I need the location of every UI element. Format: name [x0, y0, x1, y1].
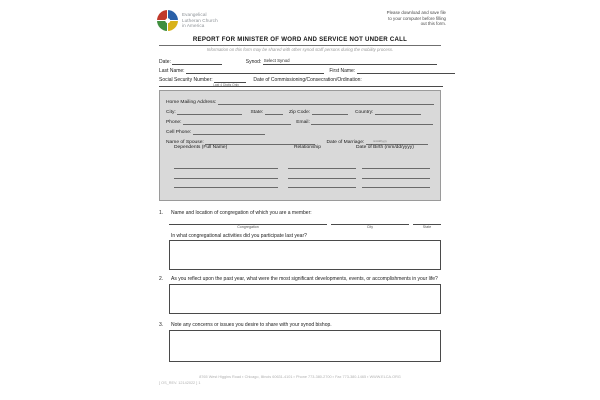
personal-info-panel	[159, 90, 441, 201]
question-2-text: As you reflect upon the past year, what were the most significant developments, events, or accomplishments in your life?	[171, 276, 438, 282]
first-name-label: First Name:	[329, 68, 356, 74]
phone-email-row	[166, 117, 440, 127]
table-row	[160, 179, 440, 189]
cell-phone-label: Cell Phone:	[166, 130, 192, 135]
congregation-line-row	[159, 219, 441, 230]
ssn-hint: Last 4 Digits Only	[213, 82, 239, 87]
state-sublabel: State	[422, 225, 432, 229]
dependent-name-input[interactable]	[174, 170, 278, 179]
page-title: REPORT FOR MINISTER OF WORD AND SERVICE NOT UNDER CALL	[192, 36, 408, 43]
country-input[interactable]	[375, 107, 421, 115]
cell-phone-row	[166, 127, 440, 137]
dependent-relationship-input[interactable]	[288, 160, 356, 169]
spouse-label: Name of Spouse:	[166, 140, 204, 145]
home-address-input[interactable]	[218, 97, 434, 105]
document-subnote: Information on this form may be shared with other synod staff persons during the mobility process.	[206, 46, 394, 52]
question-1	[159, 210, 441, 270]
synod-select[interactable]: Select Synod	[263, 58, 437, 65]
footer-revision-line: [ OS_REV. 12142022 ] 1	[159, 381, 201, 385]
form-document	[152, 0, 448, 400]
download-note-line3: out this form.	[420, 21, 446, 26]
org-logo-block	[157, 10, 218, 31]
document-header	[152, 8, 448, 38]
question-2	[159, 276, 441, 318]
congregation-sublabel: Congregation	[237, 225, 259, 229]
marriage-date-label: Date of Marriage:	[326, 140, 365, 145]
document-footer	[159, 374, 441, 386]
synod-label: Synod:	[245, 59, 262, 65]
city-input[interactable]	[177, 107, 242, 115]
dependent-dob-input[interactable]	[362, 160, 430, 169]
table-row	[160, 160, 440, 170]
dependents-dob-header: Date of Birth (mm/dd/yyyy)	[356, 145, 414, 150]
zip-input[interactable]	[312, 107, 348, 115]
country-label: Country:	[354, 110, 374, 115]
question-1-answer-box[interactable]	[169, 240, 441, 270]
dependent-name-input[interactable]	[174, 160, 278, 169]
phone-input[interactable]	[183, 117, 291, 125]
dependent-relationship-input[interactable]	[288, 179, 356, 188]
state-label: State:	[250, 110, 264, 115]
question-1-number: 1.	[159, 210, 164, 216]
name-row	[159, 66, 443, 75]
elca-cross-circle-logo-icon	[157, 10, 178, 31]
question-1-text: Name and location of congregation of which you are a member:	[171, 210, 312, 216]
org-name	[182, 12, 218, 29]
question-3-answer-box[interactable]	[169, 330, 441, 362]
ordination-label: Date of Commissioning/Consecration/Ordination:	[253, 77, 362, 83]
question-3	[159, 322, 441, 368]
date-input[interactable]	[172, 57, 222, 65]
home-address-label: Home Mailing Address:	[166, 100, 217, 105]
download-note-line1: Please download and save file	[386, 10, 446, 15]
download-instruction-note	[387, 10, 446, 27]
home-address-row	[166, 91, 440, 107]
dependents-name-header: Dependents (Full Name)	[174, 145, 228, 150]
question-3-text: Note any concerns or issues you desire to share with your synod bishop.	[171, 322, 332, 328]
org-name-line2: Lutheran Church	[182, 17, 218, 23]
first-name-input[interactable]	[357, 66, 455, 74]
dependent-dob-input[interactable]	[362, 170, 430, 179]
city-label: City:	[166, 110, 176, 115]
state-input[interactable]	[265, 107, 283, 115]
spouse-input[interactable]	[205, 137, 315, 145]
question-2-answer-box[interactable]	[169, 284, 441, 314]
org-name-line1: Evangelical	[182, 12, 207, 18]
footer-address-line: 8765 West Higgins Road ▪ Chicago, Illinois 60631-4101 ▪ Phone 773-380-2700 ▪ Fax 773-380-1465 ▪ WWW.ELCA.ORG	[199, 375, 401, 379]
dob-format-hint: mm/dd/yyyy	[373, 140, 387, 143]
title-divider	[159, 45, 441, 46]
dependent-name-input[interactable]	[174, 179, 278, 188]
last-name-label: Last Name:	[159, 68, 185, 74]
top-fields-divider	[159, 86, 443, 87]
question-2-number: 2.	[159, 276, 164, 282]
question-1-followup-text: In what congregational activities did you participate last year?	[171, 233, 307, 239]
date-label: Date:	[159, 59, 171, 65]
top-fields-section	[159, 57, 443, 88]
table-row	[160, 170, 440, 180]
date-synod-row	[159, 57, 443, 66]
dependents-relationship-header: Relationship	[294, 145, 321, 150]
zip-label: Zip Code:	[289, 110, 311, 115]
email-input[interactable]	[311, 117, 433, 125]
dependent-dob-input[interactable]	[362, 179, 430, 188]
question-3-number: 3.	[159, 322, 164, 328]
org-name-line3: in America	[182, 23, 205, 29]
last-name-input[interactable]	[186, 66, 324, 74]
download-note-line2: to your computer before filling	[388, 15, 446, 21]
city-state-zip-row	[166, 107, 440, 117]
dependent-relationship-input[interactable]	[288, 170, 356, 179]
email-label: Email:	[296, 120, 310, 125]
city-sublabel: City	[366, 225, 374, 229]
phone-label: Phone:	[166, 120, 182, 125]
ssn-label: Social Security Number:	[159, 77, 213, 83]
dependents-table-body	[160, 160, 440, 189]
cell-phone-input[interactable]	[193, 127, 265, 135]
